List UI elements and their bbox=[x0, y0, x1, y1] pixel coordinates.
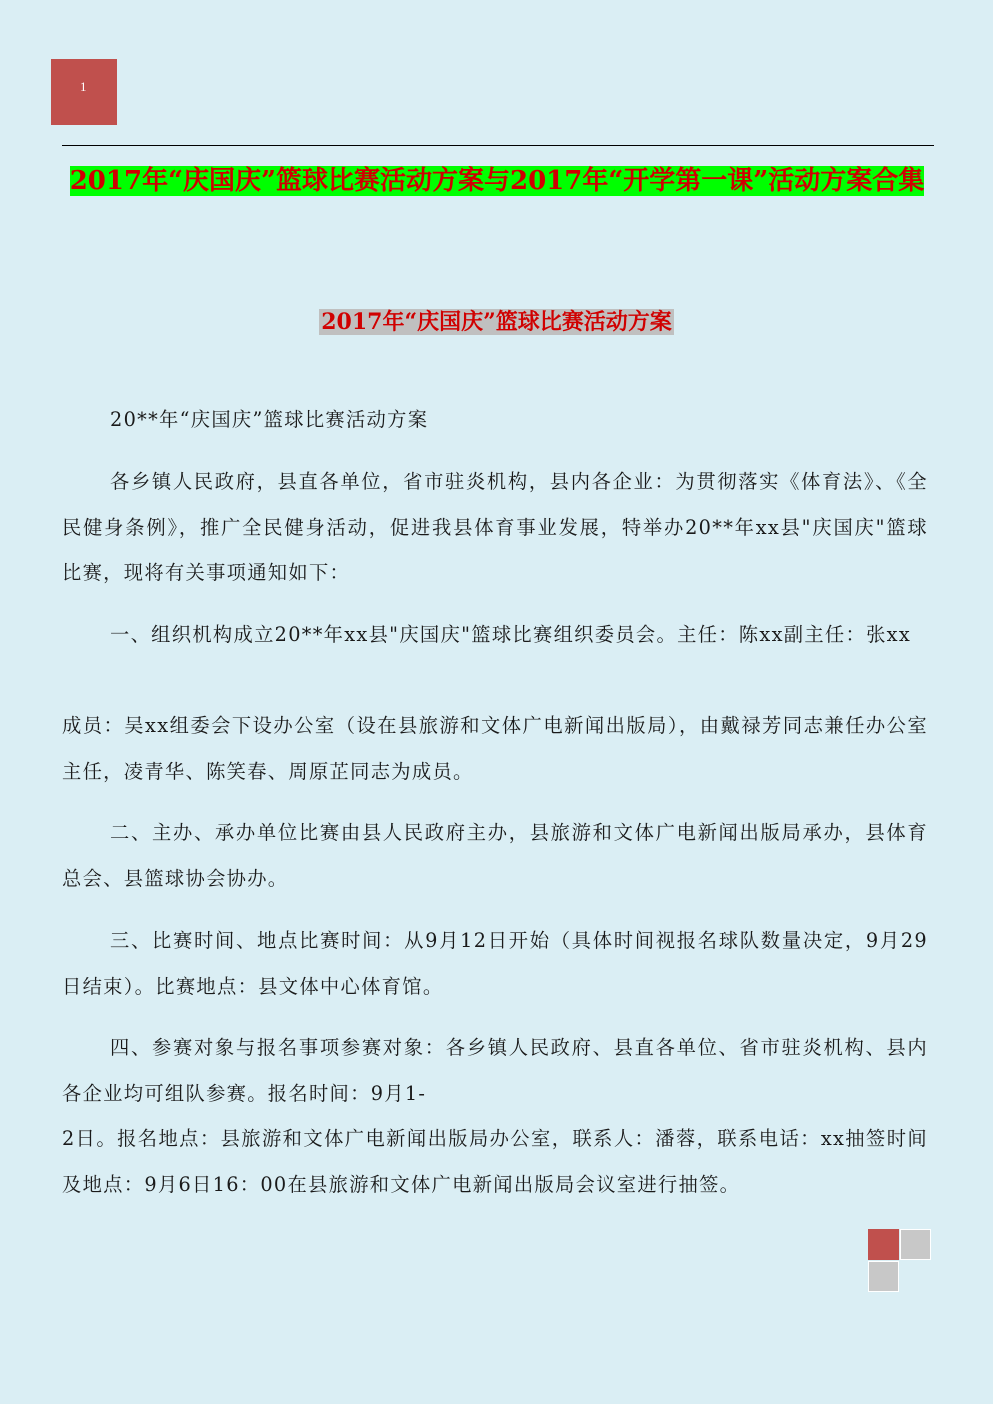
paragraph-intro: 各乡镇人民政府，县直各单位，省市驻炎机构，县内各企业：为贯彻落实《体育法》、《全民健身条例》，推广全民健身活动，促进我县体育事业发展，特举办20**年xx县"庆国庆"篮球比赛，现将有关事项通知如下： bbox=[62, 470, 928, 584]
document-title bbox=[62, 163, 932, 199]
paragraph-heading: 20**年“庆国庆”篮球比赛活动方案 bbox=[110, 408, 429, 431]
paragraph-organizers: 二、主办、承办单位比赛由县人民政府主办，县旅游和文体广电新闻出版局承办，县体育总会、县篮球协会协办。 bbox=[62, 821, 928, 890]
paragraph-participants: 四、参赛对象与报名事项参赛对象：各乡镇人民政府、县直各单位、省市驻炎机构、县内各企业均可组队参赛。报名时间：9月1- bbox=[62, 1036, 928, 1105]
paragraph-organization: 一、组织机构成立20**年xx县"庆国庆"篮球比赛组织委员会。主任：陈xx副主任：张xx bbox=[110, 623, 911, 646]
paragraph-time-location: 三、比赛时间、地点比赛时间：从9月12日开始（具体时间视报名球队数量决定，9月29日结束）。比赛地点：县文体中心体育馆。 bbox=[62, 929, 928, 998]
document-title-text: 2017年“庆国庆”篮球比赛活动方案与2017年“开学第一课”活动方案合集 bbox=[69, 166, 925, 196]
section-title bbox=[0, 305, 993, 339]
paragraph-members: 成员：吴xx组委会下设办公室（设在县旅游和文体广电新闻出版局），由戴禄芳同志兼任办公室主任，凌青华、陈笑春、周原芷同志为成员。 bbox=[62, 714, 928, 783]
decorative-square-grey bbox=[900, 1229, 931, 1260]
page-number-box bbox=[51, 59, 117, 125]
header-rule bbox=[62, 145, 934, 146]
section-title-text: 2017年“庆国庆”篮球比赛活动方案 bbox=[321, 309, 672, 335]
page-number: 1 bbox=[80, 79, 87, 94]
decorative-square-red bbox=[868, 1229, 899, 1260]
paragraph-registration: 2日。报名地点：县旅游和文体广电新闻出版局办公室，联系人：潘蓉，联系电话：xx抽签时间及地点：9月6日16：00在县旅游和文体广电新闻出版局会议室进行抽签。 bbox=[62, 1127, 928, 1196]
decorative-square-grey bbox=[868, 1261, 899, 1292]
